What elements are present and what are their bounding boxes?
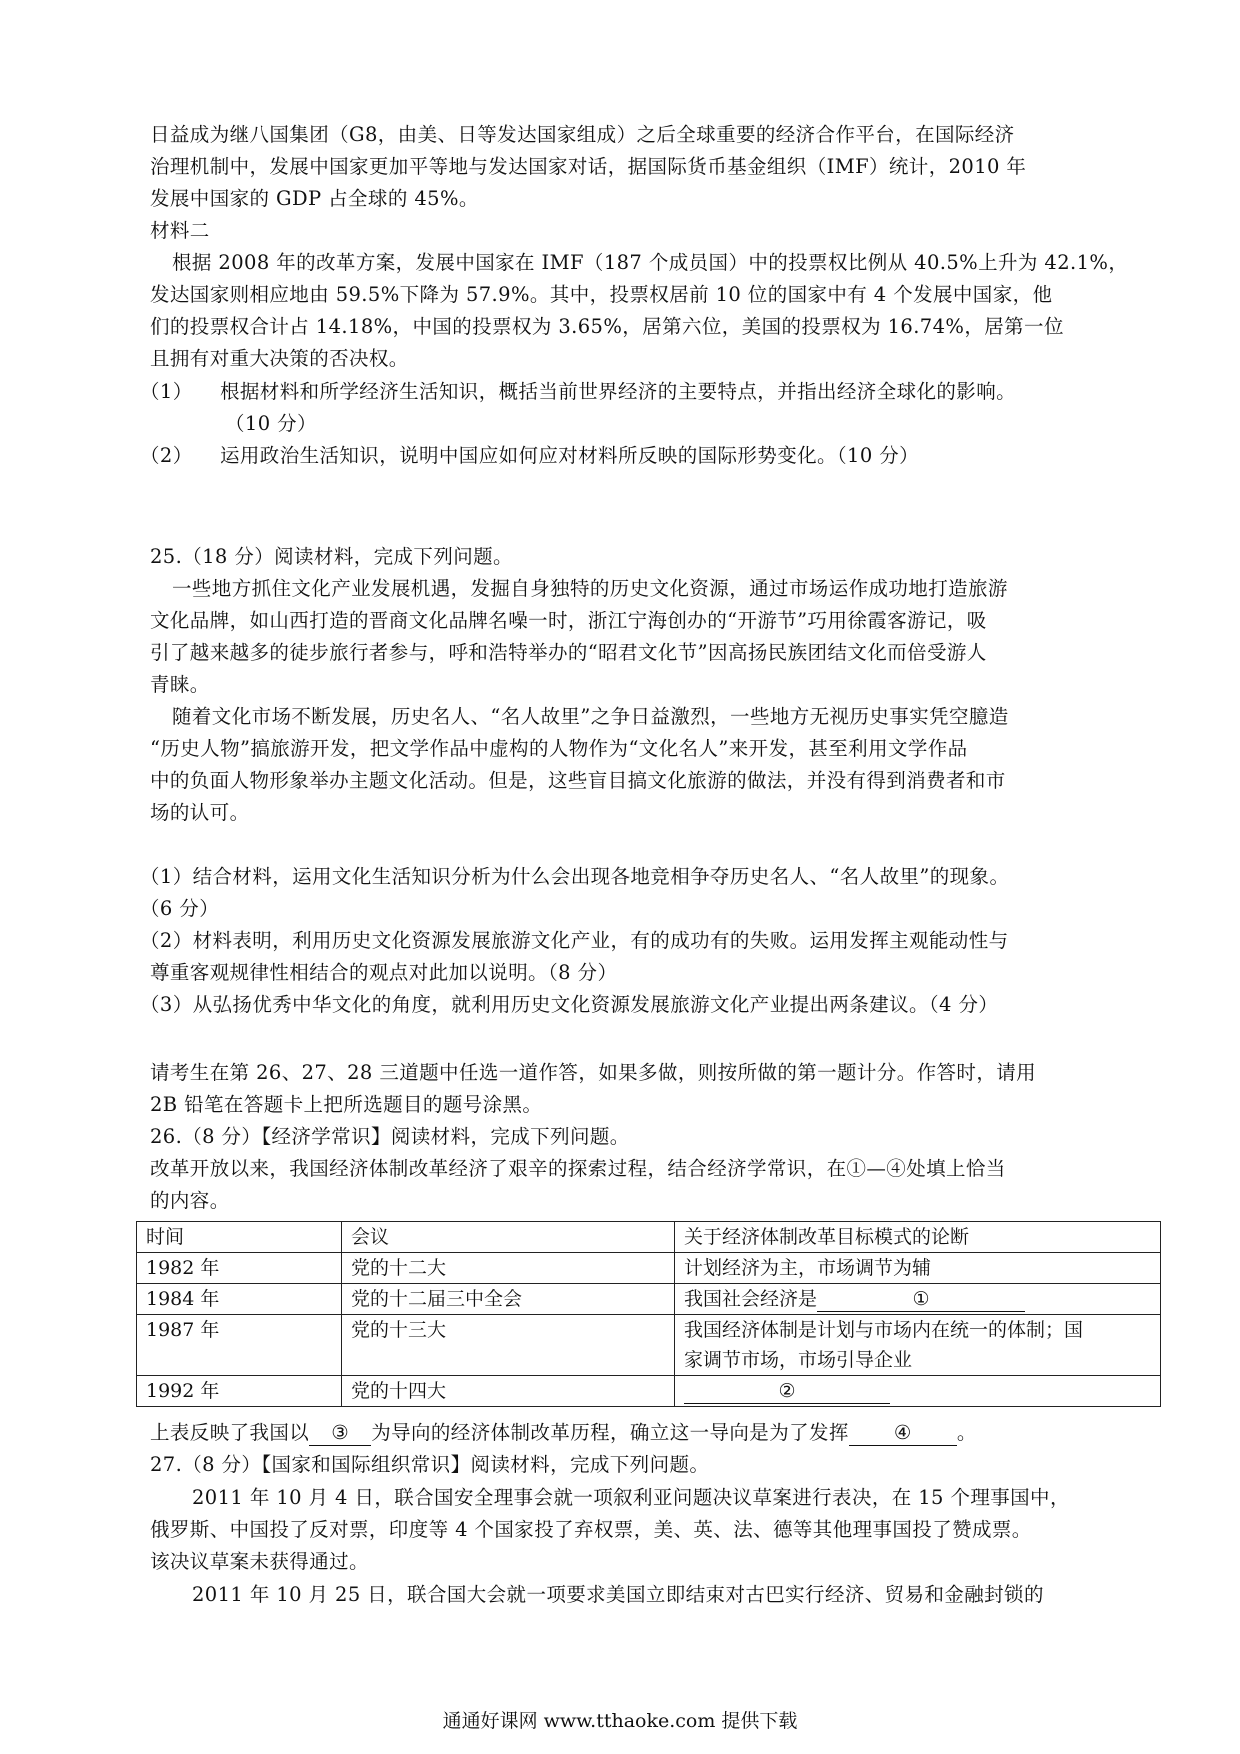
question-text: 根据材料和所学经济生活知识，概括当前世界经济的主要特点，并指出经济全球化的影响。	[220, 380, 1017, 403]
table-cell-text	[675, 1376, 1161, 1407]
table-cell-year: 1987 年	[137, 1315, 342, 1376]
answer-blank-4: ④	[849, 1421, 957, 1446]
table-cell-meeting: 党的十二大	[342, 1253, 675, 1284]
conclusion-text: 上表反映了我国以	[150, 1421, 310, 1444]
material2-line: 根据 2008 年的改革方案，发展中国家在 IMF（187 个成员国）中的投票权比例从 40.5%上升为 42.1%，	[172, 251, 1129, 274]
material1-line: 治理机制中，发展中国家更加平等地与发达国家对话，据国际货币基金组织（IMF）统计，2010 年	[150, 155, 1027, 178]
question-25-2: （2）材料表明，利用历史文化资源发展旅游文化产业，有的成功有的失败。运用发挥主观能动性与	[140, 929, 1009, 952]
material2-line: 且拥有对重大决策的否决权。	[150, 347, 409, 370]
q25-para2-line: 场的认可。	[150, 801, 250, 824]
table-header-row	[137, 1222, 1161, 1253]
question-25-1: （1）结合材料，运用文化生活知识分析为什么会出现各地竞相争夺历史名人、“名人故里”的现象。	[140, 865, 1010, 888]
q27-para1-line: 2011 年 10 月 4 日，联合国安全理事会就一项叙利亚问题决议草案进行表决，在 15 个理事国中，	[192, 1486, 1070, 1509]
q27-para1-line: 该决议草案未获得通过。	[150, 1550, 369, 1573]
choice-instruction: 2B 铅笔在答题卡上把所选题目的题号涂黑。	[150, 1093, 543, 1116]
table-cell-year: 1984 年	[137, 1284, 342, 1315]
question-27-heading: 27.（8 分）【国家和国际组织常识】阅读材料，完成下列问题。	[150, 1453, 710, 1476]
page-footer: 通通好课网 www.tthaoke.com 提供下载	[442, 1710, 798, 1732]
conclusion-text: 。	[956, 1421, 977, 1444]
q26-intro-line: 的内容。	[150, 1189, 230, 1212]
economic-reform-table	[136, 1221, 1161, 1407]
question-score: （6 分）	[140, 897, 220, 920]
table-cell-text	[675, 1284, 1161, 1315]
question-25-heading: 25.（18 分）阅读材料，完成下列问题。	[150, 545, 513, 568]
conclusion-text: 为导向的经济体制改革历程，确立这一导向是为了发挥	[371, 1421, 849, 1444]
question-number: （1）	[140, 380, 193, 403]
table-cell-text	[675, 1315, 1161, 1376]
table-cell-meeting: 党的十四大	[342, 1376, 675, 1407]
table-row	[137, 1315, 1161, 1376]
answer-blank-3: ③	[309, 1421, 371, 1446]
answer-blank-1: ①	[817, 1287, 1025, 1312]
table-cell-year: 1992 年	[137, 1376, 342, 1407]
table-header: 时间	[137, 1222, 342, 1253]
material1-line: 发展中国家的 GDP 占全球的 45%。	[150, 187, 479, 210]
answer-blank-2: ②	[684, 1379, 890, 1404]
q26-intro-line: 改革开放以来，我国经济体制改革经济了艰辛的探索过程，结合经济学常识，在①—④处填上恰当	[150, 1157, 1006, 1180]
q25-para2-line: 中的负面人物形象举办主题文化活动。但是，这些盲目搞文化旅游的做法，并没有得到消费者和市	[150, 769, 1006, 792]
choice-instruction: 请考生在第 26、27、28 三道题中任选一道作答，如果多做，则按所做的第一题计分。作答时，请用	[150, 1061, 1037, 1084]
q25-para1-line: 引了越来越多的徒步旅行者参与，呼和浩特举办的“昭君文化节”因高扬民族团结文化而倍受游人	[150, 641, 987, 664]
table-header: 关于经济体制改革目标模式的论断	[675, 1222, 1161, 1253]
q27-para1-line: 俄罗斯、中国投了反对票，印度等 4 个国家投了弃权票，美、英、法、德等其他理事国投了赞成票。	[150, 1518, 1032, 1541]
question-number: （2）	[140, 444, 193, 467]
table-header: 会议	[342, 1222, 675, 1253]
question-26-heading: 26.（8 分）【经济学常识】阅读材料，完成下列问题。	[150, 1125, 630, 1148]
question-25-3: （3）从弘扬优秀中华文化的角度，就利用历史文化资源发展旅游文化产业提出两条建议。（4 分）	[140, 993, 999, 1016]
table-cell-text: 计划经济为主，市场调节为辅	[675, 1253, 1161, 1284]
q25-para1-line: 一些地方抓住文化产业发展机遇，发掘自身独特的历史文化资源，通过市场运作成功地打造旅游	[172, 577, 1008, 600]
cell-text: 家调节市场，市场引导企业	[684, 1349, 913, 1371]
cell-text: 我国经济体制是计划与市场内在统一的体制；国	[684, 1319, 1084, 1341]
question-24-2	[140, 441, 1090, 471]
q25-para2-line: 随着文化市场不断发展，历史名人、“名人故里”之争日益激烈，一些地方无视历史事实凭空臆造	[172, 705, 1009, 728]
table-row	[137, 1253, 1161, 1284]
q25-para1-line: 青睐。	[150, 673, 210, 696]
material1-line: 日益成为继八国集团（G8，由美、日等发达国家组成）之后全球重要的经济合作平台，在国际经济	[150, 123, 1015, 146]
table-row	[137, 1376, 1161, 1407]
table-row	[137, 1284, 1161, 1315]
table-cell-meeting: 党的十二届三中全会	[342, 1284, 675, 1315]
question-25-2-cont: 尊重客观规律性相结合的观点对此加以说明。（8 分）	[150, 961, 618, 984]
q26-conclusion	[150, 1418, 1100, 1448]
table-cell-year: 1982 年	[137, 1253, 342, 1284]
material2-heading: 材料二	[150, 219, 210, 242]
material2-line: 发达国家则相应地由 59.5%下降为 57.9%。其中，投票权居前 10 位的国家中有 4 个发展中国家，他	[150, 283, 1053, 306]
table-cell-meeting: 党的十三大	[342, 1315, 675, 1376]
material2-line: 们的投票权合计占 14.18%，中国的投票权为 3.65%，居第六位，美国的投票权为 16.74%，居第一位	[150, 315, 1064, 338]
question-score: （10 分）	[225, 412, 317, 435]
q25-para2-line: “历史人物”搞旅游开发，把文学作品中虚构的人物作为“文化名人”来开发，甚至利用文学作品	[150, 737, 968, 760]
question-24-1	[140, 377, 1090, 407]
q27-para2-line: 2011 年 10 月 25 日，联合国大会就一项要求美国立即结束对古巴实行经济、贸易和金融封锁的	[192, 1583, 1044, 1606]
cell-text: 我国社会经济是	[684, 1288, 818, 1310]
question-text: 运用政治生活知识，说明中国应如何应对材料所反映的国际形势变化。（10 分）	[220, 444, 920, 467]
q25-para1-line: 文化品牌，如山西打造的晋商文化品牌名噪一时，浙江宁海创办的“开游节”巧用徐霞客游记，吸	[150, 609, 987, 632]
